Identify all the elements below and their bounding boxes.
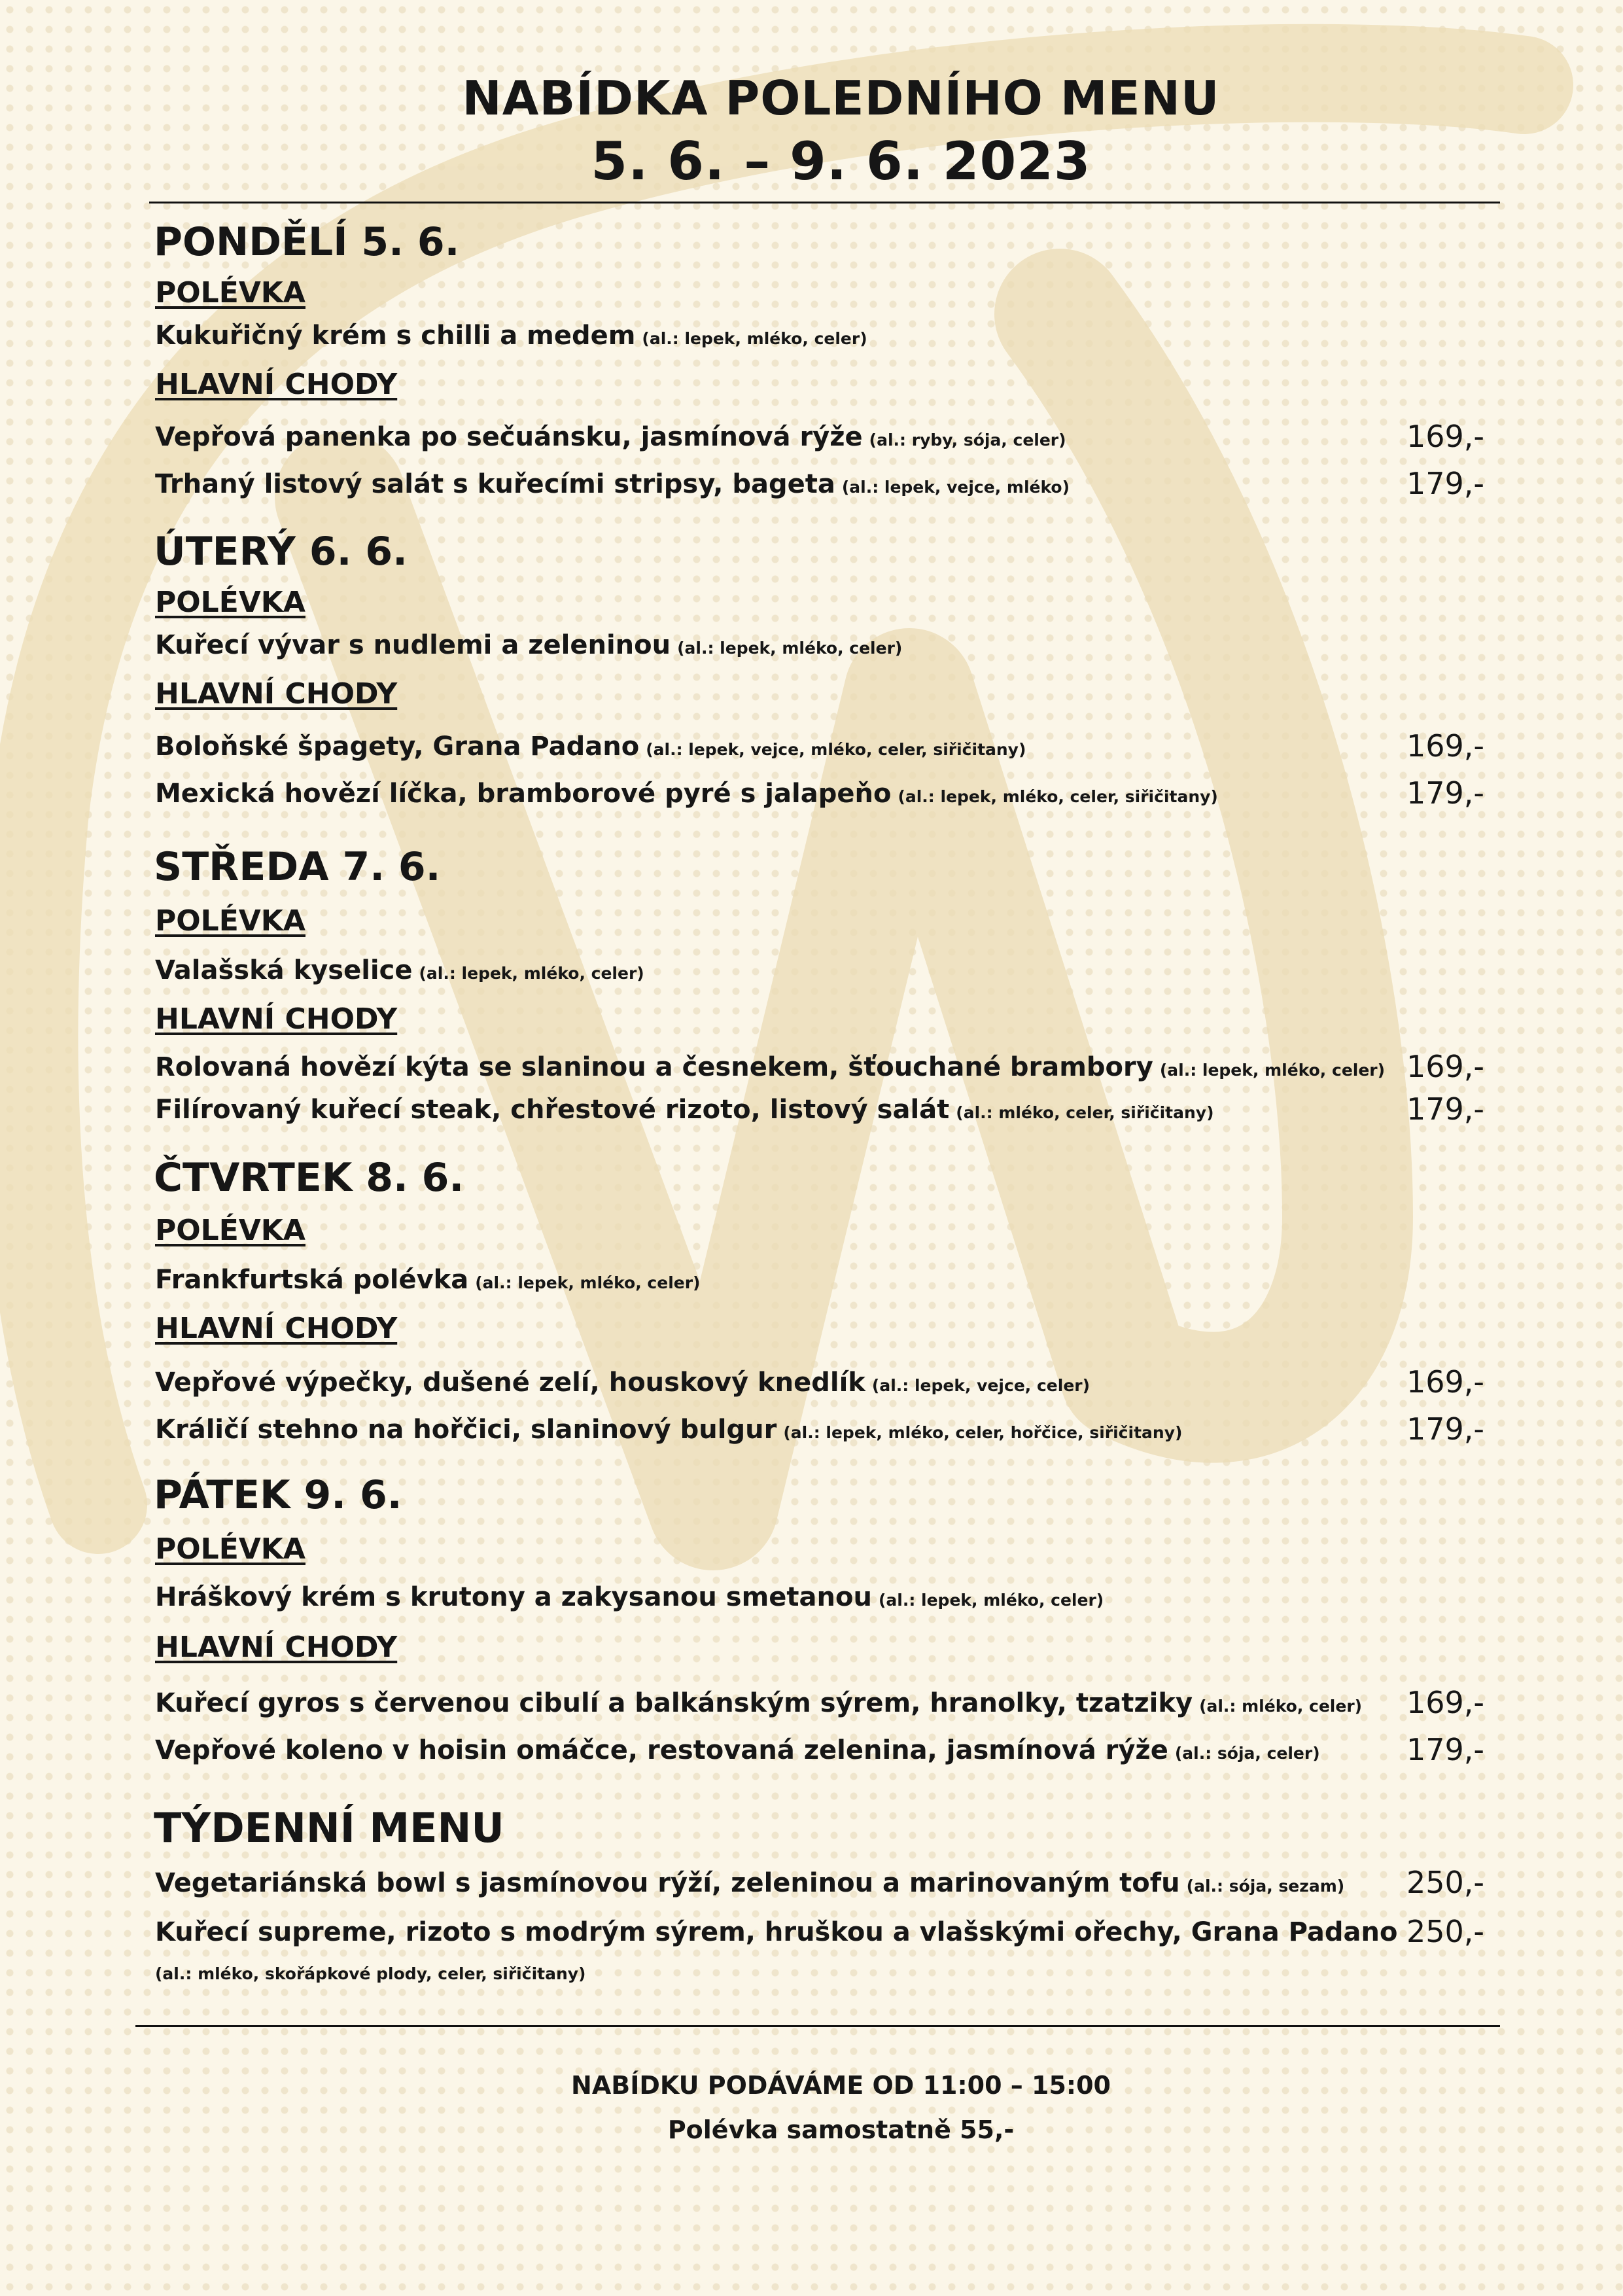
day-heading-tuesday: ÚTERÝ 6. 6. — [154, 529, 408, 574]
dish-name: Frankfurtská polévka — [155, 1265, 469, 1295]
soup-label: POLÉVKA — [155, 1214, 305, 1247]
main-item — [155, 1415, 1182, 1445]
main-item — [155, 469, 1070, 499]
allergens: (al.: lepek, mléko, celer) — [475, 1273, 701, 1292]
allergens: (al.: sója, celer) — [1174, 1744, 1320, 1763]
soup-price-note: Polévka samostatně 55,- — [667, 2115, 1015, 2144]
soup-item — [155, 630, 902, 660]
price: 169,- — [1406, 1049, 1485, 1084]
allergens: (al.: lepek, vejce, mléko) — [841, 478, 1070, 497]
price: 169,- — [1406, 728, 1485, 764]
soup-item — [155, 321, 867, 351]
price: 250,- — [1406, 1914, 1485, 1949]
allergens: (al.: lepek, mléko, celer, hořčice, siřičitany) — [783, 1423, 1183, 1442]
day-heading-thursday: ČTVRTEK 8. 6. — [154, 1155, 464, 1201]
main-item — [155, 1735, 1320, 1765]
price: 179,- — [1406, 466, 1485, 501]
mains-label: HLAVNÍ CHODY — [155, 368, 398, 401]
day-heading-monday: PONDĚLÍ 5. 6. — [154, 219, 460, 265]
dish-name: Vepřová panenka po sečuánsku, jasmínová rýže — [155, 422, 863, 452]
dish-name: Králičí stehno na hořčici, slaninový bulgur — [155, 1415, 777, 1445]
price: 179,- — [1406, 1732, 1485, 1767]
allergens: (al.: lepek, mléko, celer) — [419, 964, 644, 983]
mains-label: HLAVNÍ CHODY — [155, 1312, 398, 1345]
allergens: (al.: lepek, mléko, celer) — [878, 1591, 1104, 1610]
soup-item — [155, 1265, 700, 1295]
dish-name: Kuřecí gyros s červenou cibulí a balkánským sýrem, hranolky, tzatziky — [155, 1688, 1193, 1718]
allergens: (al.: ryby, sója, celer) — [869, 431, 1066, 450]
mains-label: HLAVNÍ CHODY — [155, 1002, 398, 1036]
price: 179,- — [1406, 1411, 1485, 1447]
allergens: (al.: lepek, mléko, celer) — [677, 639, 903, 658]
dish-name: Vepřové koleno v hoisin omáčce, restovaná zelenina, jasmínová rýže — [155, 1735, 1168, 1765]
dish-name: Filírovaný kuřecí steak, chřestové rizoto, listový salát — [155, 1095, 950, 1125]
price: 179,- — [1406, 1091, 1485, 1127]
allergens: (al.: lepek, mléko, celer) — [1159, 1061, 1386, 1080]
main-item — [155, 1095, 1214, 1125]
soup-label: POLÉVKA — [155, 586, 305, 619]
soup-item — [155, 1582, 1104, 1612]
mains-label: HLAVNÍ CHODY — [155, 1631, 398, 1664]
day-heading-wednesday: STŘEDA 7. 6. — [154, 844, 441, 890]
main-item — [155, 732, 1026, 762]
allergens: (al.: lepek, mléko, celer, siřičitany) — [898, 787, 1218, 806]
allergens: (al.: sója, sezam) — [1186, 1877, 1345, 1896]
main-item — [155, 1368, 1090, 1398]
menu-dates: 5. 6. – 9. 6. 2023 — [591, 131, 1091, 192]
main-item — [155, 779, 1218, 809]
main-item — [155, 1052, 1385, 1082]
top-divider — [149, 202, 1500, 203]
serving-hours: NABÍDKU PODÁVÁME OD 11:00 – 15:00 — [571, 2071, 1111, 2100]
price: 169,- — [1406, 1364, 1485, 1400]
dish-name: Mexická hovězí líčka, bramborové pyré s jalapeňo — [155, 779, 892, 809]
weekly-menu-heading: TÝDENNÍ MENU — [154, 1804, 504, 1852]
dish-name: Rolovaná hovězí kýta se slaninou a česnekem, šťouchané brambory — [155, 1052, 1153, 1082]
allergens: (al.: mléko, celer, siřičitany) — [956, 1103, 1214, 1122]
dish-name: Trhaný listový salát s kuřecími stripsy, bageta — [155, 469, 835, 499]
soup-label: POLÉVKA — [155, 1532, 305, 1566]
weekly-item: Kuřecí supreme, rizoto s modrým sýrem, hruškou a vlašskými ořechy, Grana Padano — [155, 1917, 1398, 1947]
dish-name: Hráškový krém s krutony a zakysanou smetanou — [155, 1582, 872, 1612]
mains-label: HLAVNÍ CHODY — [155, 677, 398, 711]
menu-title: NABÍDKA POLEDNÍHO MENU — [462, 71, 1220, 126]
dish-name: Vepřové výpečky, dušené zelí, houskový knedlík — [155, 1368, 865, 1398]
day-heading-friday: PÁTEK 9. 6. — [154, 1472, 402, 1518]
price: 250,- — [1406, 1865, 1485, 1900]
allergens: (al.: mléko, celer) — [1199, 1697, 1363, 1716]
dish-name: Kuřecí vývar s nudlemi a zeleninou — [155, 630, 671, 660]
allergens: (al.: lepek, vejce, mléko, celer, siřičitany) — [646, 740, 1026, 759]
price: 169,- — [1406, 1685, 1485, 1720]
soup-label: POLÉVKA — [155, 276, 305, 309]
dish-name: Kukuřičný krém s chilli a medem — [155, 321, 636, 351]
soup-label: POLÉVKA — [155, 904, 305, 938]
dish-name: Boloňské špagety, Grana Padano — [155, 732, 640, 762]
bottom-divider — [135, 2025, 1500, 2027]
soup-item — [155, 955, 644, 985]
dish-name: Vegetariánská bowl s jasmínovou rýží, zeleninou a marinovaným tofu — [155, 1868, 1180, 1898]
price: 179,- — [1406, 775, 1485, 811]
main-item — [155, 1688, 1362, 1718]
dish-name: Valašská kyselice — [155, 955, 413, 985]
allergens: (al.: mléko, skořápkové plody, celer, siřičitany) — [155, 1964, 586, 1983]
allergens: (al.: lepek, vejce, celer) — [871, 1376, 1091, 1395]
main-item — [155, 422, 1066, 452]
weekly-item — [155, 1868, 1344, 1898]
price: 169,- — [1406, 419, 1485, 454]
allergens: (al.: lepek, mléko, celer) — [642, 329, 867, 348]
